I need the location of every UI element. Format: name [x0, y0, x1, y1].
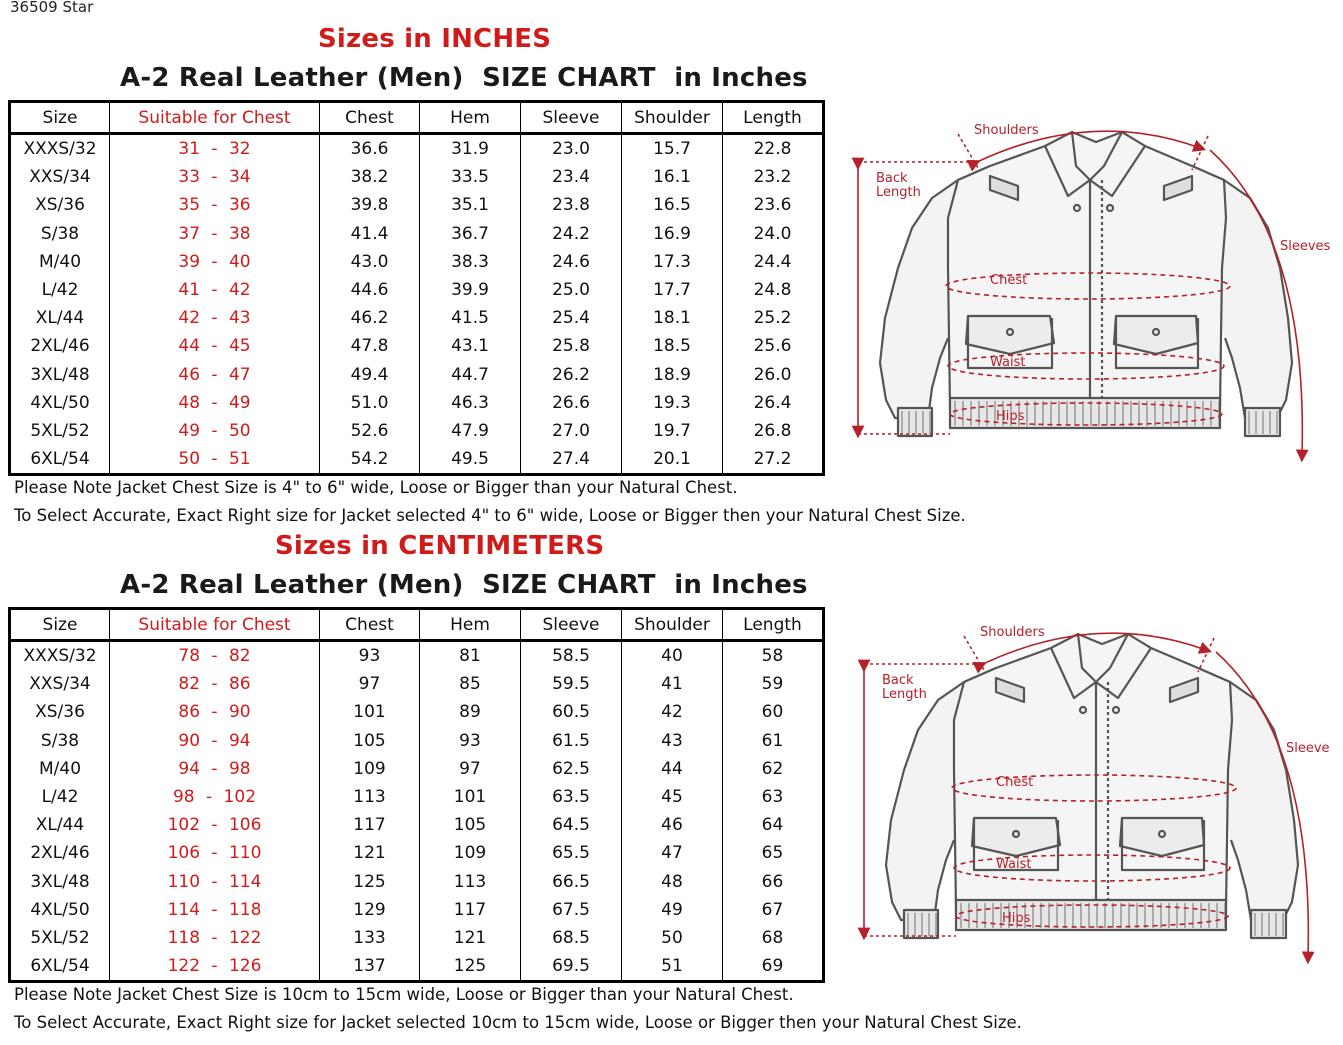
measurement-cell: 101: [420, 783, 521, 811]
size-cell: 6XL/54: [10, 952, 110, 982]
measurement-cell: 35.1: [420, 191, 521, 219]
measurement-cell: 18.5: [622, 332, 723, 360]
label-chest: Chest: [990, 273, 1028, 288]
measurement-cell: 41.5: [420, 304, 521, 332]
measurement-cell: 17.7: [622, 276, 723, 304]
table-row: [10, 304, 824, 332]
measurement-cell: 113: [320, 783, 420, 811]
suitable-chest-cell: 78 - 82: [110, 641, 320, 671]
size-cell: XL/44: [10, 304, 110, 332]
size-cell: 4XL/50: [10, 389, 110, 417]
size-cell: 6XL/54: [10, 445, 110, 475]
suitable-chest-cell: 35 - 36: [110, 191, 320, 219]
suitable-chest-cell: 37 - 38: [110, 220, 320, 248]
table-row: [10, 417, 824, 445]
measurement-cell: 68.5: [521, 924, 622, 952]
measurement-cell: 41.4: [320, 220, 420, 248]
measurement-cell: 65: [723, 839, 824, 867]
measurement-cell: 24.0: [723, 220, 824, 248]
label-waist: Waist: [996, 857, 1032, 872]
measurement-cell: 105: [420, 811, 521, 839]
measurement-cell: 69: [723, 952, 824, 982]
suitable-chest-cell: 44 - 45: [110, 332, 320, 360]
suitable-chest-cell: 46 - 47: [110, 361, 320, 389]
measurement-cell: 23.2: [723, 163, 824, 191]
measurement-cell: 62.5: [521, 755, 622, 783]
table-row: [10, 924, 824, 952]
measurement-cell: 93: [420, 727, 521, 755]
label-sleeves: Sleeves: [1280, 239, 1331, 254]
column-header: Length: [723, 609, 824, 641]
table-row: [10, 755, 824, 783]
table-row: [10, 163, 824, 191]
size-cell: XXS/34: [10, 163, 110, 191]
measurement-cell: 117: [420, 896, 521, 924]
jacket-outline: [886, 634, 1298, 938]
table-row: [10, 134, 824, 164]
table-row: [10, 248, 824, 276]
column-header: Sleeve: [521, 609, 622, 641]
measurement-cell: 61: [723, 727, 824, 755]
label-shoulders: Shoulders: [980, 625, 1045, 640]
measurement-cell: 85: [420, 670, 521, 698]
column-header: Shoulder: [622, 609, 723, 641]
column-header: Size: [10, 609, 110, 641]
note-line-1-centimeters: Please Note Jacket Chest Size is 10cm to 15cm wide, Loose or Bigger than your Natural Chest.: [14, 985, 794, 1004]
measurement-cell: 125: [420, 952, 521, 982]
measurement-cell: 38.3: [420, 248, 521, 276]
measurement-cell: 20.1: [622, 445, 723, 475]
measurement-cell: 39.8: [320, 191, 420, 219]
measurement-cell: 24.6: [521, 248, 622, 276]
jacket-measurement-diagram-inches: [840, 118, 1340, 463]
measurement-cell: 64: [723, 811, 824, 839]
suitable-chest-cell: 33 - 34: [110, 163, 320, 191]
measurement-cell: 109: [420, 839, 521, 867]
measurement-cell: 45: [622, 783, 723, 811]
measurement-cell: 64.5: [521, 811, 622, 839]
measurement-cell: 16.1: [622, 163, 723, 191]
measurement-cell: 58.5: [521, 641, 622, 671]
suitable-chest-cell: 86 - 90: [110, 698, 320, 726]
table-row: [10, 952, 824, 982]
column-header: Hem: [420, 102, 521, 134]
measurement-cell: 16.5: [622, 191, 723, 219]
suitable-chest-cell: 110 - 114: [110, 868, 320, 896]
size-cell: XS/36: [10, 698, 110, 726]
size-cell: XXXS/32: [10, 134, 110, 164]
size-cell: L/42: [10, 276, 110, 304]
measurement-cell: 65.5: [521, 839, 622, 867]
measurement-cell: 67.5: [521, 896, 622, 924]
measurement-cell: 60: [723, 698, 824, 726]
suitable-chest-cell: 50 - 51: [110, 445, 320, 475]
measurement-cell: 49.4: [320, 361, 420, 389]
measurement-cell: 38.2: [320, 163, 420, 191]
measurement-cell: 58: [723, 641, 824, 671]
suitable-chest-cell: 41 - 42: [110, 276, 320, 304]
size-cell: S/38: [10, 220, 110, 248]
suitable-chest-cell: 39 - 40: [110, 248, 320, 276]
measurement-cell: 24.2: [521, 220, 622, 248]
table-row: [10, 220, 824, 248]
measurement-cell: 43.1: [420, 332, 521, 360]
measurement-cell: 59.5: [521, 670, 622, 698]
label-back-length-1: Back: [882, 673, 914, 688]
column-header: Size: [10, 102, 110, 134]
measurement-cell: 47.8: [320, 332, 420, 360]
measurement-cell: 25.6: [723, 332, 824, 360]
label-shoulders: Shoulders: [974, 123, 1039, 138]
jacket-outline: [880, 132, 1292, 436]
suitable-chest-cell: 90 - 94: [110, 727, 320, 755]
label-chest: Chest: [996, 775, 1034, 790]
measurement-cell: 63.5: [521, 783, 622, 811]
measurement-cell: 22.8: [723, 134, 824, 164]
table-row: [10, 839, 824, 867]
measurement-cell: 26.4: [723, 389, 824, 417]
measurement-cell: 25.0: [521, 276, 622, 304]
table-row: [10, 727, 824, 755]
jacket-measurement-diagram-centimeters: [846, 620, 1343, 965]
size-table-inches: [8, 100, 825, 476]
table-header-row: [10, 102, 824, 134]
measurement-cell: 47.9: [420, 417, 521, 445]
measurement-cell: 93: [320, 641, 420, 671]
size-cell: L/42: [10, 783, 110, 811]
measurement-cell: 137: [320, 952, 420, 982]
column-header: Suitable for Chest: [110, 102, 320, 134]
table-row: [10, 361, 824, 389]
label-back-length-2: Length: [882, 687, 927, 702]
suitable-chest-cell: 102 - 106: [110, 811, 320, 839]
measurement-cell: 101: [320, 698, 420, 726]
measurement-cell: 97: [320, 670, 420, 698]
measurement-cell: 49.5: [420, 445, 521, 475]
measurement-cell: 27.2: [723, 445, 824, 475]
measurement-cell: 97: [420, 755, 521, 783]
measurement-cell: 52.6: [320, 417, 420, 445]
suitable-chest-cell: 94 - 98: [110, 755, 320, 783]
measurement-cell: 43: [622, 727, 723, 755]
size-cell: 4XL/50: [10, 896, 110, 924]
label-hips: Hips: [996, 409, 1025, 424]
measurement-cell: 125: [320, 868, 420, 896]
measurement-cell: 69.5: [521, 952, 622, 982]
measurement-cell: 66: [723, 868, 824, 896]
measurement-cell: 15.7: [622, 134, 723, 164]
table-row: [10, 276, 824, 304]
size-cell: XXXS/32: [10, 641, 110, 671]
measurement-cell: 26.8: [723, 417, 824, 445]
measurement-cell: 109: [320, 755, 420, 783]
size-cell: XXS/34: [10, 670, 110, 698]
measurement-cell: 68: [723, 924, 824, 952]
measurement-cell: 59: [723, 670, 824, 698]
table-row: [10, 811, 824, 839]
measurement-cell: 23.4: [521, 163, 622, 191]
measurement-cell: 44.6: [320, 276, 420, 304]
measurement-cell: 23.6: [723, 191, 824, 219]
suitable-chest-cell: 118 - 122: [110, 924, 320, 952]
label-sleeves: Sleeve: [1286, 741, 1330, 756]
table-row: [10, 641, 824, 671]
measurement-cell: 60.5: [521, 698, 622, 726]
suitable-chest-cell: 122 - 126: [110, 952, 320, 982]
size-cell: XS/36: [10, 191, 110, 219]
table-row: [10, 868, 824, 896]
measurement-cell: 44.7: [420, 361, 521, 389]
measurement-cell: 26.2: [521, 361, 622, 389]
measurement-cell: 25.4: [521, 304, 622, 332]
measurement-cell: 133: [320, 924, 420, 952]
suitable-chest-cell: 49 - 50: [110, 417, 320, 445]
table-row: [10, 698, 824, 726]
item-code: 36509 Star: [10, 0, 94, 16]
measurement-cell: 44: [622, 755, 723, 783]
measurement-cell: 66.5: [521, 868, 622, 896]
measurement-cell: 42: [622, 698, 723, 726]
size-table-centimeters: [8, 607, 825, 983]
measurement-cell: 33.5: [420, 163, 521, 191]
measurement-cell: 27.4: [521, 445, 622, 475]
chart-title-inches: A-2 Real Leather (Men) SIZE CHART in Inches: [120, 63, 808, 93]
size-cell: M/40: [10, 755, 110, 783]
measurement-cell: 113: [420, 868, 521, 896]
table-row: [10, 783, 824, 811]
label-waist: Waist: [990, 355, 1026, 370]
measurement-cell: 129: [320, 896, 420, 924]
column-header: Suitable for Chest: [110, 609, 320, 641]
measurement-cell: 24.4: [723, 248, 824, 276]
measurement-cell: 24.8: [723, 276, 824, 304]
measurement-cell: 46: [622, 811, 723, 839]
measurement-cell: 26.0: [723, 361, 824, 389]
measurement-cell: 26.6: [521, 389, 622, 417]
suitable-chest-cell: 31 - 32: [110, 134, 320, 164]
measurement-cell: 46.2: [320, 304, 420, 332]
note-line-2-centimeters: To Select Accurate, Exact Right size for Jacket selected 10cm to 15cm wide, Loose or Bigger then your Natural Chest Size.: [14, 1013, 1022, 1032]
note-line-1-inches: Please Note Jacket Chest Size is 4" to 6" wide, Loose or Bigger than your Natural Chest.: [14, 478, 738, 497]
column-header: Length: [723, 102, 824, 134]
measurement-cell: 51.0: [320, 389, 420, 417]
measurement-cell: 40: [622, 641, 723, 671]
size-cell: M/40: [10, 248, 110, 276]
measurement-cell: 50: [622, 924, 723, 952]
measurement-cell: 62: [723, 755, 824, 783]
table-row: [10, 191, 824, 219]
measurement-cell: 36.7: [420, 220, 521, 248]
size-cell: 2XL/46: [10, 839, 110, 867]
suitable-chest-cell: 114 - 118: [110, 896, 320, 924]
size-cell: 5XL/52: [10, 924, 110, 952]
label-back-length-1: Back: [876, 171, 908, 186]
measurement-cell: 54.2: [320, 445, 420, 475]
measurement-cell: 81: [420, 641, 521, 671]
label-back-length-2: Length: [876, 185, 921, 200]
measurement-cell: 51: [622, 952, 723, 982]
measurement-cell: 105: [320, 727, 420, 755]
measurement-cell: 23.8: [521, 191, 622, 219]
table-header-row: [10, 609, 824, 641]
suitable-chest-cell: 48 - 49: [110, 389, 320, 417]
measurement-cell: 18.9: [622, 361, 723, 389]
measurement-cell: 63: [723, 783, 824, 811]
measurement-cell: 117: [320, 811, 420, 839]
measurement-cell: 18.1: [622, 304, 723, 332]
measurement-cell: 43.0: [320, 248, 420, 276]
size-cell: 5XL/52: [10, 417, 110, 445]
table-row: [10, 389, 824, 417]
measurement-cell: 47: [622, 839, 723, 867]
size-cell: S/38: [10, 727, 110, 755]
measurement-cell: 46.3: [420, 389, 521, 417]
table-row: [10, 896, 824, 924]
column-header: Hem: [420, 609, 521, 641]
size-cell: XL/44: [10, 811, 110, 839]
suitable-chest-cell: 82 - 86: [110, 670, 320, 698]
note-line-2-inches: To Select Accurate, Exact Right size for Jacket selected 4" to 6" wide, Loose or Bigger then your Natural Chest Size.: [14, 506, 966, 525]
chart-title-centimeters: A-2 Real Leather (Men) SIZE CHART in Inches: [120, 570, 808, 600]
measurement-cell: 27.0: [521, 417, 622, 445]
table-row: [10, 332, 824, 360]
measurement-cell: 31.9: [420, 134, 521, 164]
measurement-cell: 25.2: [723, 304, 824, 332]
measurement-cell: 23.0: [521, 134, 622, 164]
column-header: Chest: [320, 609, 420, 641]
measurement-cell: 16.9: [622, 220, 723, 248]
table-row: [10, 445, 824, 475]
suitable-chest-cell: 42 - 43: [110, 304, 320, 332]
measurement-cell: 89: [420, 698, 521, 726]
label-hips: Hips: [1002, 911, 1031, 926]
measurement-cell: 121: [420, 924, 521, 952]
size-cell: 2XL/46: [10, 332, 110, 360]
size-cell: 3XL/48: [10, 361, 110, 389]
column-header: Shoulder: [622, 102, 723, 134]
size-cell: 3XL/48: [10, 868, 110, 896]
measurement-cell: 17.3: [622, 248, 723, 276]
section-heading-centimeters: Sizes in CENTIMETERS: [275, 531, 605, 561]
column-header: Chest: [320, 102, 420, 134]
measurement-cell: 61.5: [521, 727, 622, 755]
measurement-cell: 36.6: [320, 134, 420, 164]
suitable-chest-cell: 98 - 102: [110, 783, 320, 811]
measurement-cell: 49: [622, 896, 723, 924]
measurement-cell: 48: [622, 868, 723, 896]
measurement-cell: 19.7: [622, 417, 723, 445]
measurement-cell: 41: [622, 670, 723, 698]
measurement-cell: 25.8: [521, 332, 622, 360]
measurement-cell: 67: [723, 896, 824, 924]
measurement-cell: 39.9: [420, 276, 521, 304]
table-row: [10, 670, 824, 698]
section-heading-inches: Sizes in INCHES: [318, 24, 552, 54]
column-header: Sleeve: [521, 102, 622, 134]
suitable-chest-cell: 106 - 110: [110, 839, 320, 867]
measurement-cell: 19.3: [622, 389, 723, 417]
measurement-cell: 121: [320, 839, 420, 867]
